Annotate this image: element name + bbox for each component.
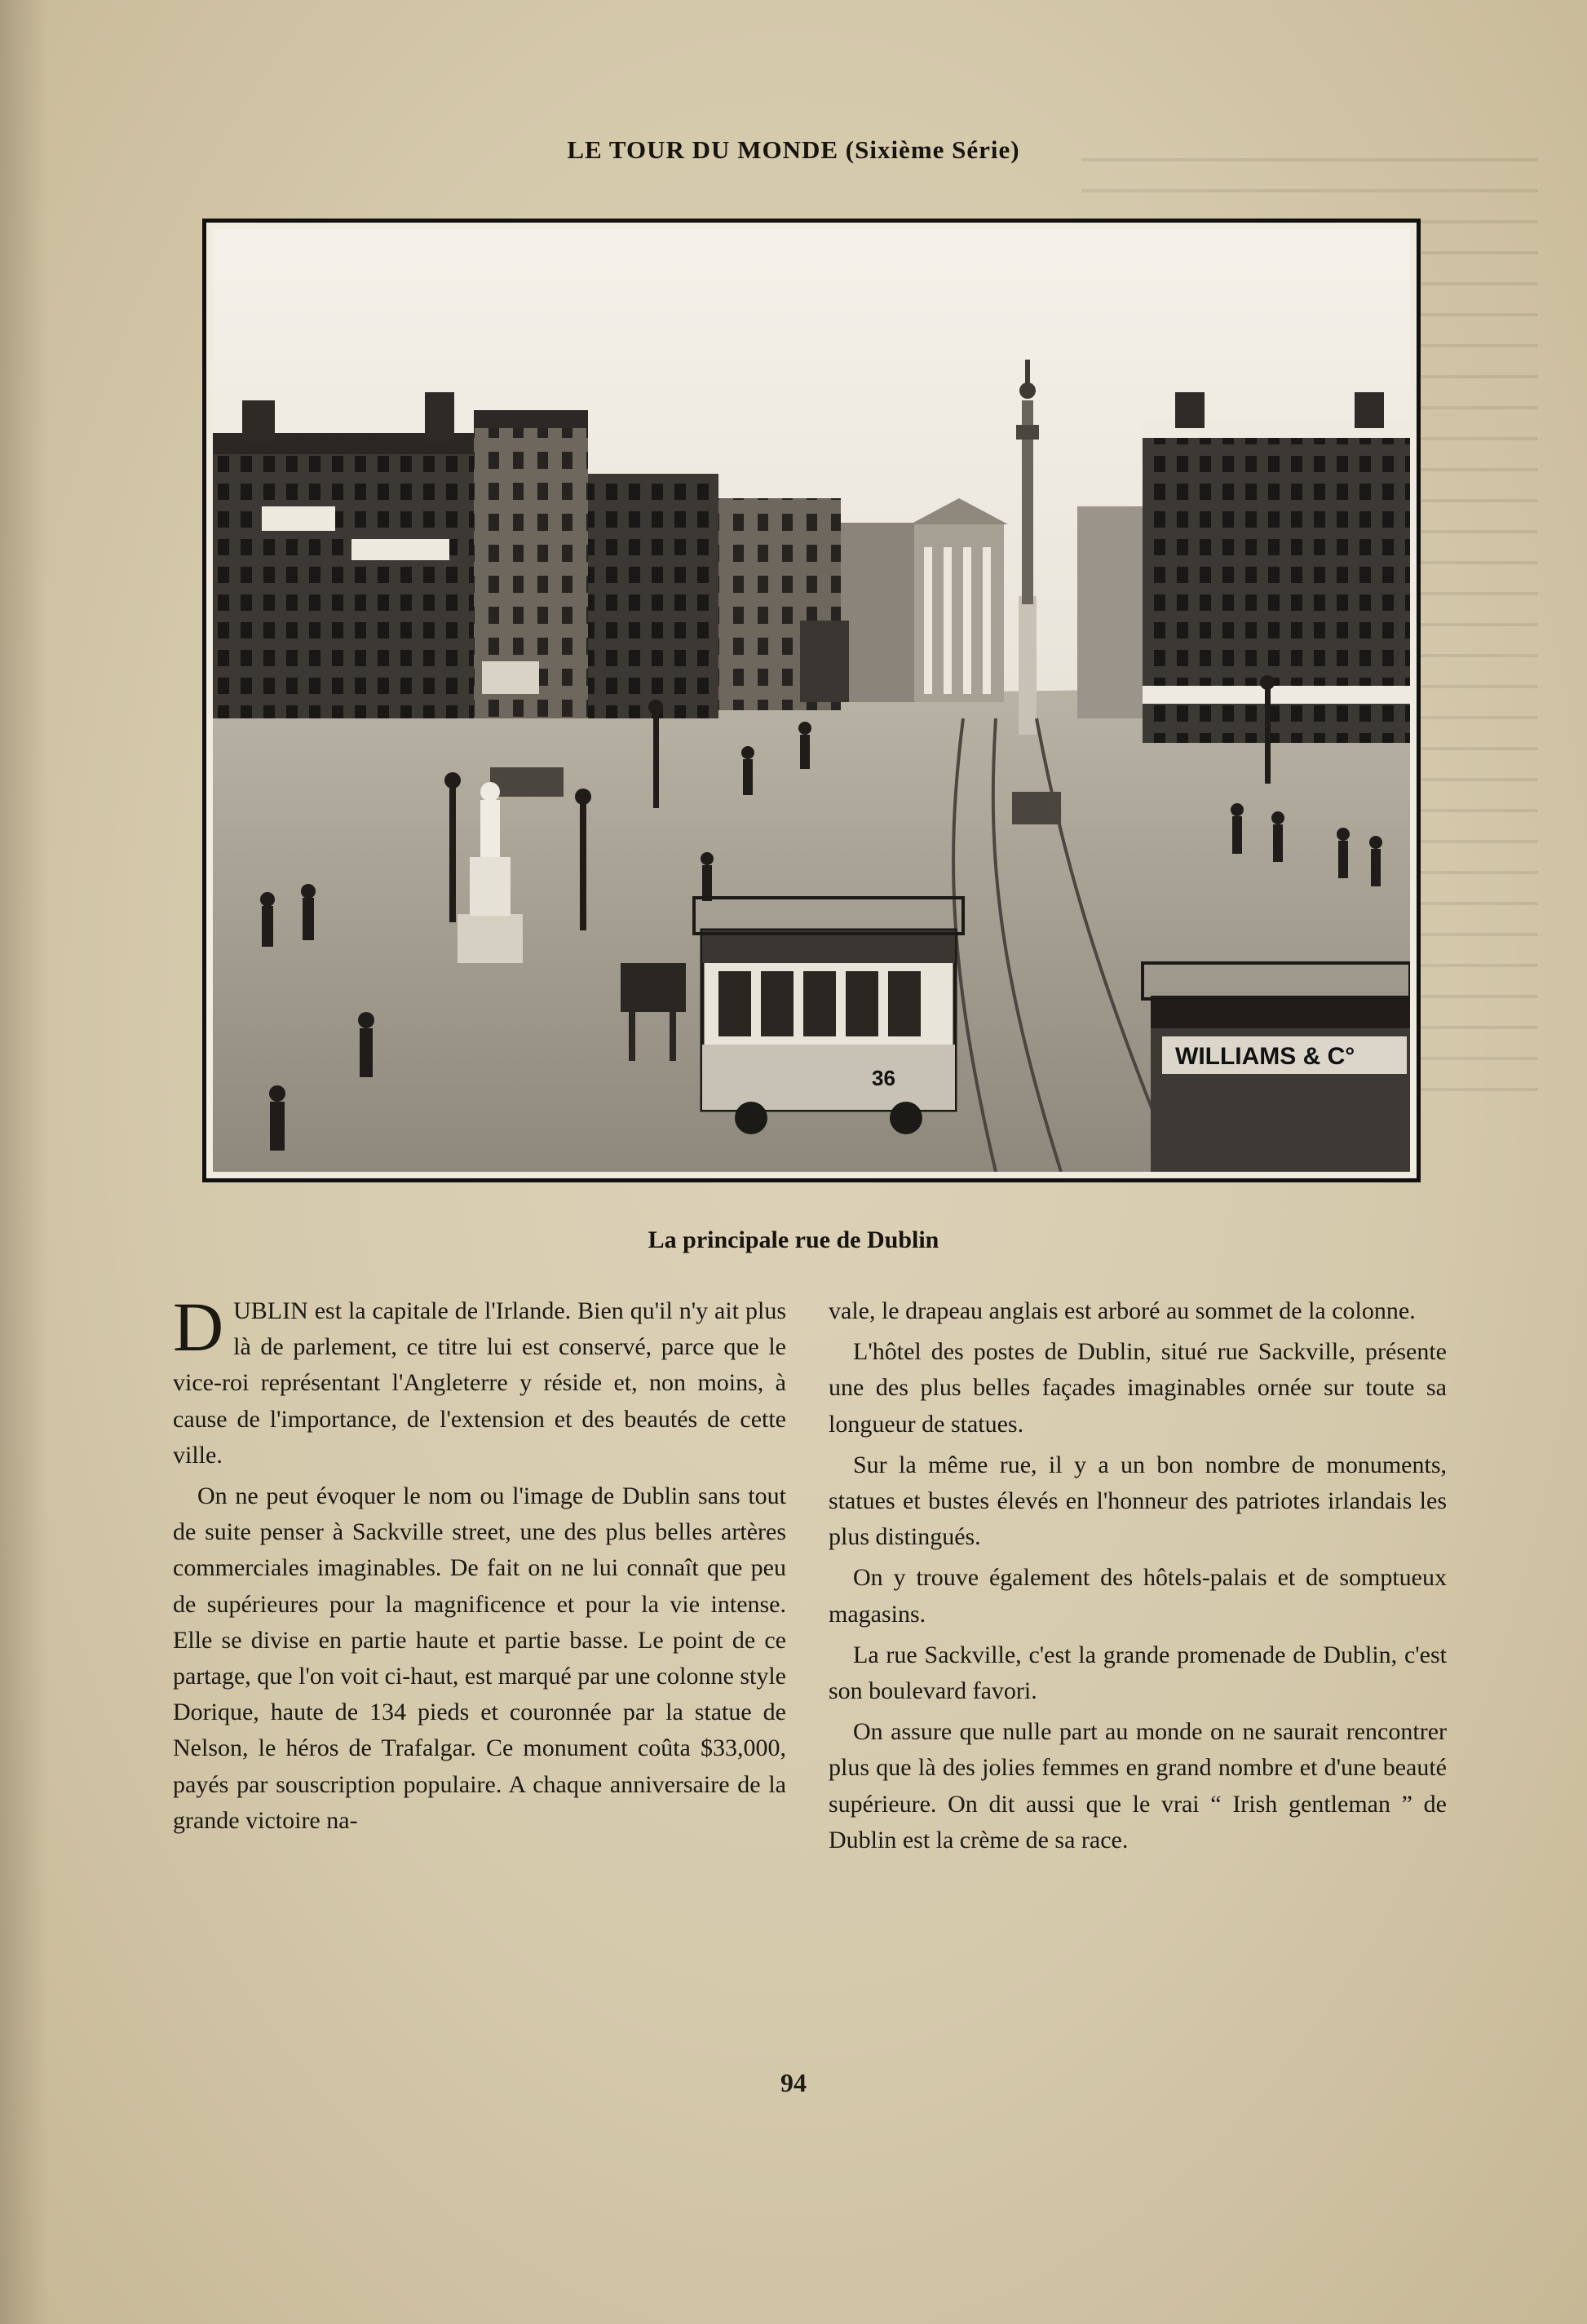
gpo-portico [910, 498, 1008, 702]
page-number: 94 [780, 2068, 807, 2097]
running-title: LE TOUR DU MONDE (Sixième Série) [567, 135, 1020, 164]
article-column-left [173, 1288, 786, 1844]
article-column-right [829, 1293, 1447, 1863]
figure-caption: La principale rue de Dublin [648, 1226, 939, 1253]
paragraph-3: vale, le drapeau anglais est arboré au sommet de la colonne. [829, 1297, 1416, 1324]
paragraph-2: On ne peut évoquer le nom ou l'image de Dublin sans tout de suite penser à Sackville street, une des plus belles artères commerciales imaginables. De fait on ne lui connaît que peu de supérieures pour la magnificence et pour la vie intense. Elle se divise en partie haute et partie basse. Le point de ce partage, que l'on voit ci-haut, est marqué par une colonne style Dorique, haute de 134 pieds et couronnée par la statue de Nelson, le héros de Trafalgar. Ce monument coûta $33,000, payés par souscription populaire. A chaque anniversaire de la grande victoire na- [173, 1482, 786, 1834]
tram-left-number: 36 [872, 1066, 895, 1090]
gutter-shadow [0, 0, 49, 2324]
paragraph-7: La rue Sackville, c'est la grande promenade de Dublin, c'est son boulevard favori. [829, 1641, 1447, 1705]
dublin-street-photo [202, 219, 1421, 1182]
paragraph-8: On assure que nulle part au monde on ne saurait rencontrer plus que là des jolies femmes en grand nombre et d'une beauté supérieure. On dit aussi que le vrai “ Irish gentleman ” de Dublin est la crème de sa race. [829, 1718, 1447, 1853]
paragraph-1-text: UBLIN est la capitale de l'Irlande. Bien qu'il n'y ait plus là de parlement, ce titre lui est conservé, parce que le vice-roi représentant l'Angleterre y réside et, non moins, à cause de l'importance, de l'extension et des beautés de cette ville. [173, 1297, 786, 1469]
paragraph-1 [173, 1288, 786, 1473]
paragraph-5: Sur la même rue, il y a un bon nombre de monuments, statues et bustes élevés en l'honneur des patriotes irlandais les plus distingués. [829, 1451, 1447, 1551]
paragraph-4: L'hôtel des postes de Dublin, situé rue Sackville, présente une des plus belles façades imaginables ornée sur toute sa longueur de statues. [829, 1338, 1447, 1438]
tram-right-sign: WILLIAMS & C° [1175, 1043, 1355, 1070]
drop-cap: D [173, 1288, 224, 1366]
photo-illustration [213, 229, 1410, 1172]
paragraph-6: On y trouve également des hôtels-palais et de somptueux magasins. [829, 1564, 1447, 1628]
